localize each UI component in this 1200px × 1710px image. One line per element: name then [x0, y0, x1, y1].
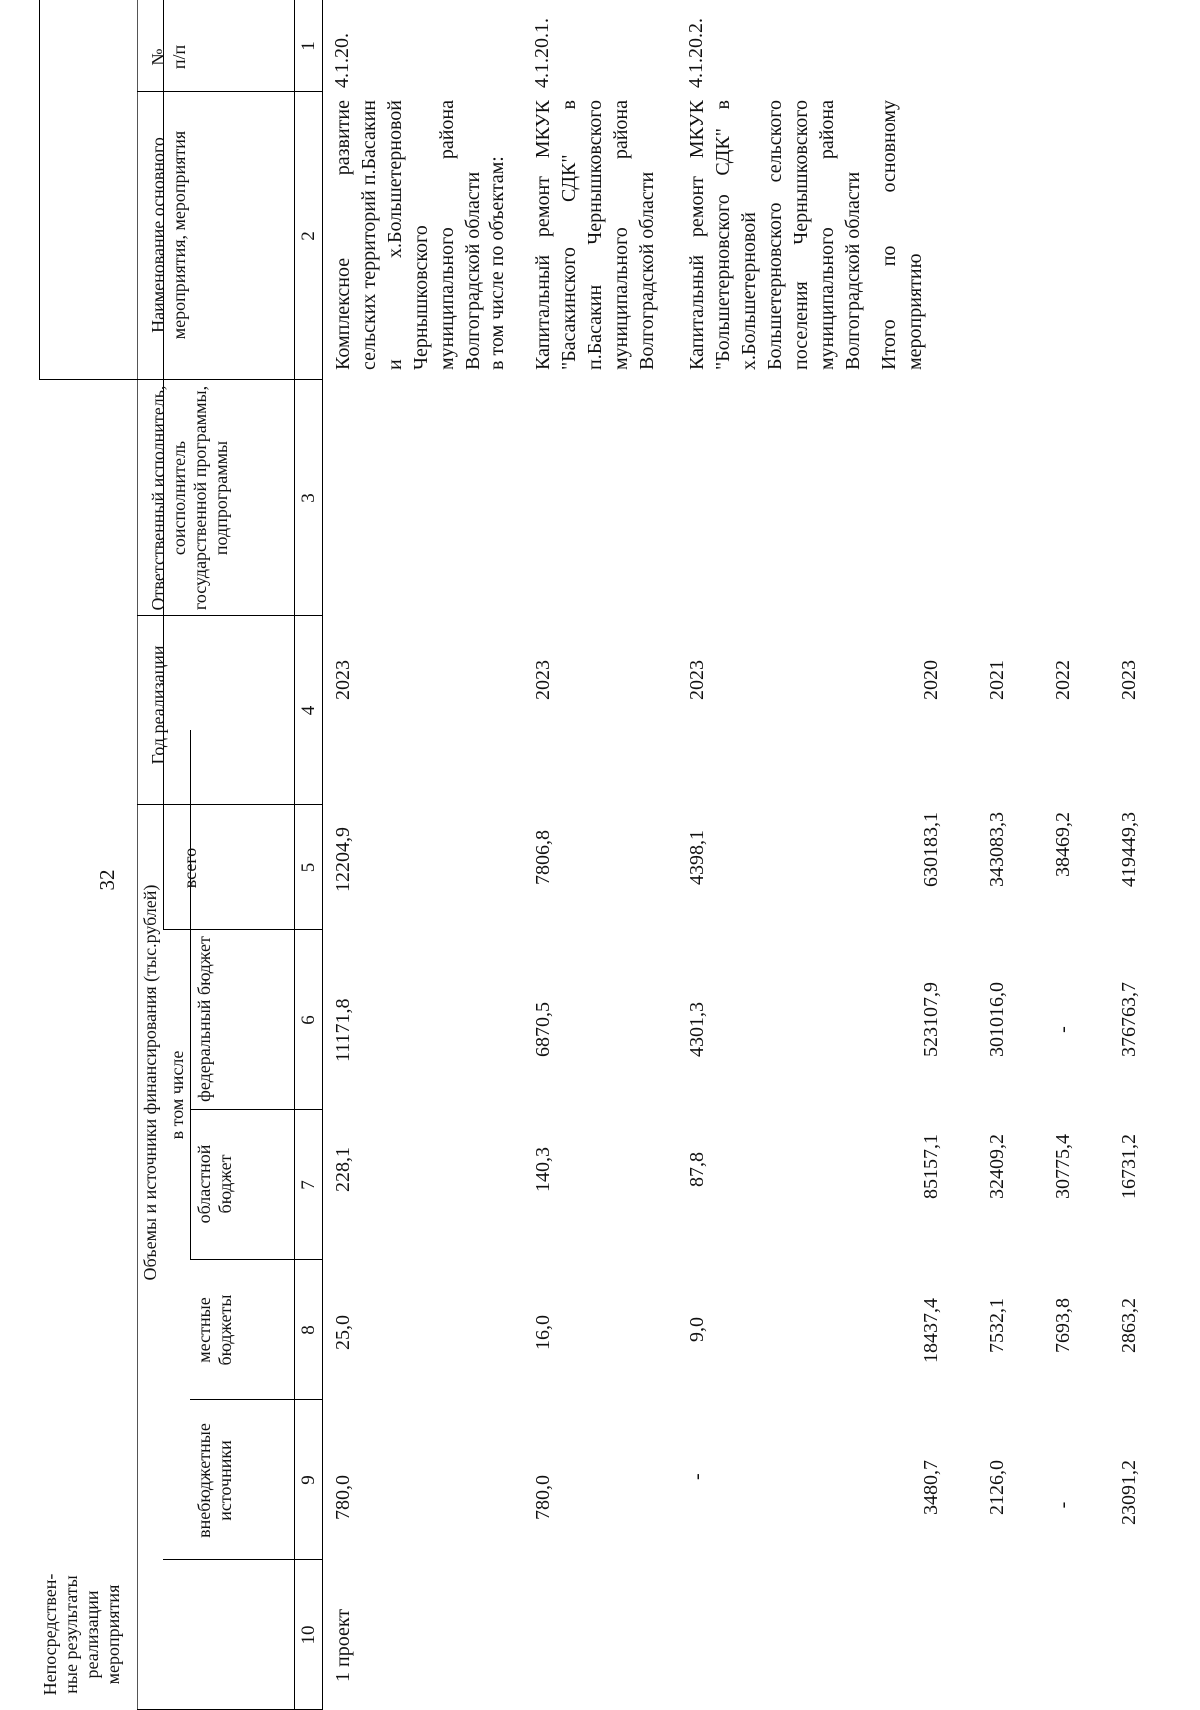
totals-local-value: 2863,2 [1118, 1298, 1140, 1353]
totals-federal-value: 376763,7 [1118, 982, 1140, 1057]
totals-regional-value: 85157,1 [920, 1134, 942, 1199]
header-results: Непосредствен-ные результаты реализации мероприятия [40, 1573, 123, 1696]
table-top-border [137, 0, 138, 1710]
row-total: 12204,9 [332, 827, 354, 892]
header-activity-name: Наименование основного мероприятия, мероприятия [148, 130, 189, 340]
totals-extra-value: - [1052, 1501, 1074, 1509]
totals-total [876, 812, 1184, 907]
row-regional: 87,8 [686, 1152, 708, 1187]
row-local: 9,0 [686, 1317, 708, 1342]
column-number: 2 [298, 231, 319, 241]
totals-regional [876, 1134, 1184, 1222]
column-number: 10 [298, 1625, 319, 1645]
row-extra: 780,0 [532, 1475, 554, 1520]
totals-total-value: 343083,3 [986, 812, 1008, 887]
totals-local-value: 18437,4 [920, 1298, 942, 1363]
totals-local-value: 7693,8 [1052, 1298, 1074, 1353]
totals-year: 2020 [920, 660, 942, 700]
row-local: 25,0 [332, 1315, 354, 1350]
column-number-rule-top [294, 0, 295, 1710]
totals-extra-value: 23091,2 [1118, 1460, 1140, 1525]
totals-federal-value: 523107,9 [920, 982, 942, 1057]
column-number: 1 [298, 41, 319, 51]
row-federal: 11171,8 [332, 998, 354, 1062]
header-total: всего [180, 847, 200, 889]
header-executor: Ответственный исполнитель, соисполнитель государственной программы, подпрограммы [148, 385, 231, 611]
row-number: 4.1.20.2. [685, 18, 707, 88]
column-number: 9 [298, 1475, 319, 1485]
header-number: № п/п [148, 44, 189, 70]
row-regional: 228,1 [332, 1147, 354, 1192]
totals-extra-value: 3480,7 [920, 1460, 942, 1515]
row-subheading: в том числе по объектам: [486, 156, 508, 370]
column-number: 8 [298, 1325, 319, 1335]
row-number: 4.1.20. [331, 33, 353, 88]
column-number-rule-bottom [322, 0, 323, 1710]
row-activity-name: Капитальный ремонт МКУК "Большетерновского СДК" в х.Большетерновой Большетерновского сельского поселения Чернышковского муниципального района Волгоградской области [686, 100, 864, 370]
col-divider [137, 91, 322, 92]
row-activity-name: Капитальный ремонт МКУК "Басакинского СДК" в п.Басакин Чернышковского муниципального района Волгоградской области [532, 100, 658, 370]
row-year: 2023 [686, 660, 708, 700]
totals-regional-value: 32409,2 [986, 1134, 1008, 1199]
row-federal: 4301,3 [686, 1002, 708, 1057]
row-local: 16,0 [532, 1315, 554, 1350]
header-local: местные бюджеты [194, 1294, 235, 1366]
header-year: Год реализации [148, 645, 168, 765]
totals-local [876, 1298, 1184, 1380]
row-regional: 140,3 [532, 1147, 554, 1192]
column-number: 3 [298, 493, 319, 503]
totals-regional-value: 30775,4 [1052, 1134, 1074, 1199]
page-number: 32 [95, 869, 119, 891]
totals-label: Итого по основному мероприятию [878, 100, 926, 370]
row-result: 1 проект [332, 1608, 354, 1682]
row-year: 2023 [532, 660, 554, 700]
totals-year: 2021 [986, 660, 1008, 700]
row-extra: - [686, 1473, 708, 1480]
row-total: 4398,1 [686, 830, 708, 885]
totals-year: 2022 [1052, 660, 1074, 700]
totals-extra [876, 1460, 1184, 1550]
header-regional: областной бюджет [194, 1144, 235, 1224]
header-funding-group: Объемы и источники финансирования (тыс.рублей) [140, 884, 160, 1281]
totals-total-value: 38469,2 [1052, 812, 1074, 877]
table-top-border-right [39, 0, 40, 380]
row-year: 2023 [332, 660, 354, 700]
totals-total-value: 630183,1 [920, 812, 942, 887]
totals-local-value: 7532,1 [986, 1298, 1008, 1353]
totals-federal-value: 301016,0 [986, 982, 1008, 1057]
row-activity-name: Комплексное развитие сельских территорий п.Басакин и х.Большетерновой Чернышковского муниципального района Волгоградской области [332, 100, 484, 370]
row-federal: 6870,5 [532, 1002, 554, 1057]
totals-years [876, 660, 1184, 700]
header-extra: внебюджетные источники [194, 1423, 235, 1538]
totals-year: 2023 [1118, 660, 1140, 700]
col-divider [39, 379, 322, 380]
column-number: 4 [298, 705, 319, 716]
totals-federal-value: - [1052, 1026, 1074, 1033]
totals-regional-value: 16731,2 [1118, 1134, 1140, 1199]
header-including-group: в том числе [167, 1050, 187, 1140]
row-extra: 780,0 [332, 1475, 354, 1520]
col-divider [137, 804, 322, 805]
column-number: 6 [298, 1015, 319, 1025]
row-total: 7806,8 [532, 830, 554, 885]
totals-extra-value: 2126,0 [986, 1460, 1008, 1515]
totals-total-value: 419449,3 [1118, 812, 1140, 887]
column-number: 5 [298, 862, 319, 873]
row-number: 4.1.20.1. [531, 18, 553, 88]
totals-federal [876, 982, 1184, 1077]
header-federal: федеральный бюджет [194, 936, 214, 1102]
column-number: 7 [298, 1180, 319, 1190]
